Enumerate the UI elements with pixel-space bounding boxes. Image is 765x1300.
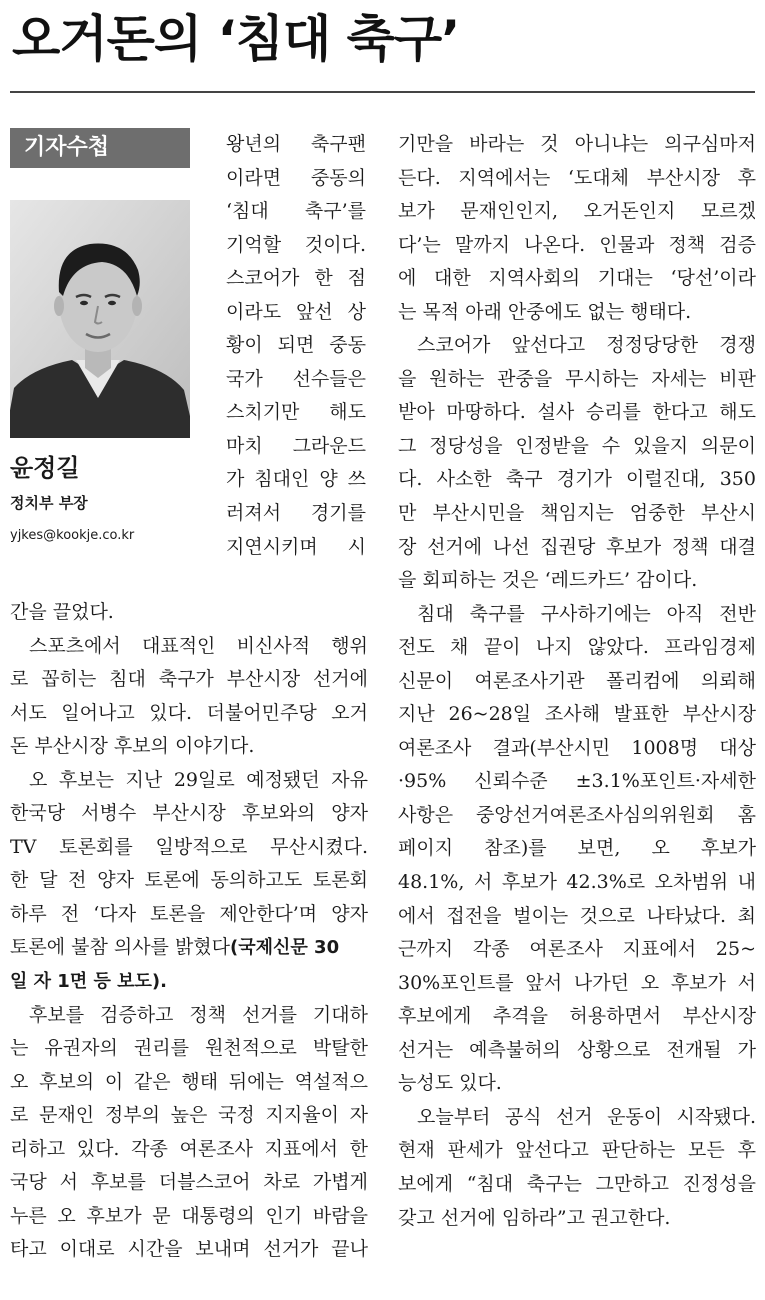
byline-title: 정치부 부장 bbox=[10, 494, 88, 512]
text-line: 그 정당성을 인정받을 수 있을지 의문이 bbox=[398, 434, 756, 457]
text-line: 침대 축구를 구사하기에는 아직 전반 bbox=[417, 602, 756, 625]
text-line: 선거는 예측불허의 상황으로 전개될 가 bbox=[398, 1038, 756, 1061]
text-line: 갖고 선거에 임하라”고 권고한다. bbox=[398, 1206, 671, 1229]
article-column-right bbox=[398, 128, 756, 1235]
text-line: ·95% 신뢰수준 ±3.1%포인트·자세한 bbox=[398, 770, 756, 793]
text-line: 한국당 서병수 부산시장 후보와의 양자 bbox=[10, 802, 368, 825]
text-line: 장 선거에 나선 집권당 후보가 정책 대결 bbox=[398, 535, 756, 558]
text-line: 근까지 각종 여론조사 지표에서 25~ bbox=[398, 938, 756, 961]
text-line: 이라도 앞선 상 bbox=[226, 300, 366, 323]
headline: 오거돈의 ‘침대 축구’ bbox=[12, 10, 460, 68]
text-line: 현재 판세가 앞선다고 판단하는 모든 후 bbox=[398, 1139, 756, 1162]
text-line: 국당 서 후보를 더블스코어 차로 가볍게 bbox=[10, 1171, 368, 1194]
text-line: 기만을 바라는 것 아니냐는 의구심마저 bbox=[398, 133, 756, 155]
text-line: 오늘부터 공식 선거 운동이 시작됐다. bbox=[417, 1105, 756, 1128]
source-note: (국제신문 30 bbox=[230, 937, 340, 959]
text-line: 는 목적 아래 안중에도 없는 행태다. bbox=[398, 300, 692, 323]
text-line: 지연시키며 시 bbox=[226, 535, 366, 558]
text-line: 타고 이대로 시간을 보내며 선거가 끝나 bbox=[10, 1238, 368, 1261]
text-line: 능성도 있다. bbox=[398, 1072, 502, 1095]
text-line: 후보에게 추격을 허용하면서 부산시장 bbox=[398, 1005, 756, 1028]
text-line: 스치기만 해도 bbox=[226, 401, 366, 424]
text-line: 누른 오 후보가 문 대통령의 인기 바람을 bbox=[10, 1204, 368, 1227]
text-line: 는 유권자의 권리를 원천적으로 박탈한 bbox=[10, 1037, 368, 1060]
text-line: 사항은 중앙선거여론조사심의위원회 홈 bbox=[398, 803, 756, 826]
source-note-end: 일 자 1면 등 보도). bbox=[10, 971, 167, 993]
text-line: 국가 선수들은 bbox=[226, 367, 366, 390]
text-line: 보가 문재인인지, 오거돈인지 모르겠 bbox=[398, 200, 756, 223]
text-line: 하루 전 ‘다자 토론을 제안한다’며 양자 bbox=[10, 902, 368, 925]
text-line: 을 회피하는 것은 ‘레드카드’ 감이다. bbox=[398, 569, 698, 592]
text-line: 에서 접전을 벌이는 것으로 나타났다. 최 bbox=[398, 904, 756, 927]
text-line: 30%포인트를 앞서 나가던 오 후보가 서 bbox=[398, 971, 756, 994]
text-line: 지난 26~28일 조사해 발표한 부산시장 bbox=[398, 703, 756, 726]
text-line: 여론조사 결과(부산시민 1008명 대상 bbox=[398, 736, 756, 759]
article-column-narrow bbox=[226, 128, 366, 564]
text-line: 보에게 “침대 축구는 그만하고 진정성을 bbox=[398, 1172, 756, 1195]
text-line: 돈 부산시장 후보의 이야기다. bbox=[10, 735, 255, 758]
column-tag: 기자수첩 bbox=[10, 128, 190, 168]
byline-name: 윤정길 bbox=[10, 454, 80, 482]
text-line: 을 원하는 관중을 무시하는 자세는 비판 bbox=[398, 367, 756, 390]
text-line: ‘침대 축구’를 bbox=[226, 200, 366, 223]
text-line: 후보를 검증하고 정책 선거를 기대하 bbox=[29, 1003, 368, 1026]
text-line: 간을 끌었다. bbox=[10, 601, 114, 623]
text-line: 스코어가 앞선다고 정정당당한 경쟁 bbox=[417, 334, 756, 357]
text-line: 로 문재인 정부의 높은 국정 지지율이 자 bbox=[10, 1104, 368, 1127]
text-line: 로 꼽히는 침대 축구가 부산시장 선거에 bbox=[10, 668, 368, 691]
reporter-portrait-icon bbox=[10, 200, 190, 438]
text-line: 서도 일어나고 있다. 더불어민주당 오거 bbox=[10, 701, 368, 724]
text-line: 만 부산시민을 책임지는 엄중한 부산시 bbox=[398, 502, 756, 525]
text-line bbox=[10, 931, 368, 965]
text-line: 가 침대인 양 쓰 bbox=[226, 468, 366, 491]
text-line: 오 후보는 지난 29일로 예정됐던 자유 bbox=[29, 768, 368, 791]
article-column-left bbox=[10, 596, 368, 1267]
text-line: 전도 채 끝이 나지 않았다. 프라임경제 bbox=[398, 636, 756, 659]
text-line: 마치 그라운드 bbox=[226, 434, 366, 457]
text-line: 든다. 지역에서는 ‘도대체 부산시장 후 bbox=[398, 166, 756, 189]
text-line: 오 후보의 이 같은 행태 뒤에는 역설적으 bbox=[10, 1070, 368, 1093]
text-line: 황이 되면 중동 bbox=[226, 334, 366, 357]
text-line: 받아 마땅하다. 설사 승리를 한다고 해도 bbox=[398, 401, 756, 424]
text-line: 왕년의 축구팬 bbox=[226, 133, 366, 155]
text-line: 러져서 경기를 bbox=[226, 502, 366, 525]
text-line: 기억할 것이다. bbox=[226, 233, 366, 256]
byline-email: yjkes@kookje.co.kr bbox=[10, 528, 135, 543]
text-line: 페이지 참조)를 보면, 오 후보가 bbox=[398, 837, 756, 860]
text-line: 리하고 있다. 각종 여론조사 지표에서 한 bbox=[10, 1137, 368, 1160]
text-line: 스코어가 한 점 bbox=[226, 267, 366, 290]
text-line-start: 토론에 불참 의사를 밝혔다 bbox=[10, 936, 231, 959]
text-line: 한 달 전 양자 토론에 동의하고도 토론회 bbox=[10, 869, 368, 892]
headline-divider bbox=[10, 91, 755, 93]
text-line: 신문이 여론조사기관 폴리컴에 의뢰해 bbox=[398, 669, 756, 692]
text-line: 이라면 중동의 bbox=[226, 166, 366, 189]
text-line: 스포츠에서 대표적인 비신사적 행위 bbox=[29, 634, 368, 657]
text-line: TV 토론회를 일방적으로 무산시켰다. bbox=[10, 835, 368, 858]
text-line: 다. 사소한 축구 경기가 이럴진대, 350 bbox=[398, 468, 756, 491]
text-line: 48.1%, 서 후보가 42.3%로 오차범위 내 bbox=[398, 871, 756, 894]
text-line: 다’는 말까지 나온다. 인물과 정책 검증 bbox=[398, 233, 756, 256]
text-line: 에 대한 지역사회의 기대는 ‘당선’이라 bbox=[398, 267, 756, 290]
